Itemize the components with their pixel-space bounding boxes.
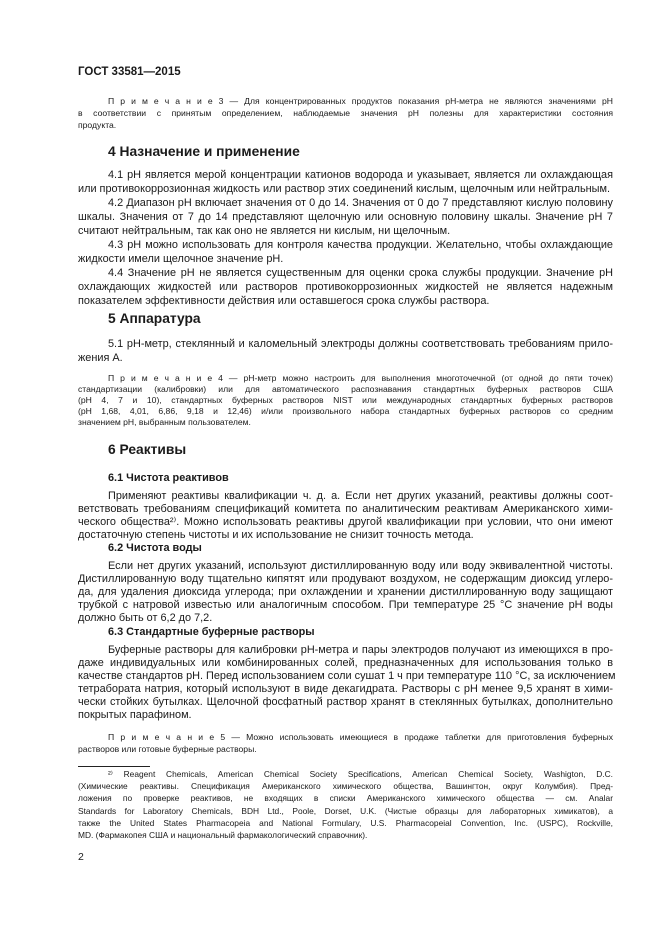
text-line: Буферные растворы для калибровки pH-метра и пары электродов получают из имеющихся в про- [108, 644, 613, 656]
text-line: качестве стандартов pH. Перед использованием соли сушат 1 ч при температуре 110 °C, за исключением [78, 670, 616, 682]
text-line: Применяют реактивы квалификации ч. д. а. Если нет других указаний, реактивы должны соот- [108, 490, 613, 502]
text-line: в соответствии с принятым определением, наблюдаемые значения pH полезны для характеристики состояния [78, 108, 613, 118]
text-line: трубкой с натровой известью или аналогичным способом. При температуре 25 °C значение pH воды [78, 599, 613, 611]
text-line: П р и м е ч а н и е 4 — pH-метр можно настроить для выполнения многоточечной (от одной до пяти точек) [108, 373, 613, 383]
text-line: MD. (Фармакопея США и национальный фармакологический справочник). [78, 830, 368, 841]
document-header: ГОСТ 33581—2015 [78, 66, 181, 78]
text-line: считают нейтральным, так как оно не является ни кислым, ни щелочным. [78, 225, 451, 237]
text-line: 5.1 pH-метр, стеклянный и каломельный электроды должны соответствовать требованиям прило- [108, 338, 613, 350]
text-line: (Химические реактивы. Спецификация Американского химического общества, Вашингтон, округ Колумбия). Пред- [78, 781, 613, 792]
text-line: (pH 1,68, 4,01, 6,86, 9,18 и 12,46) и/или произвольного набора стандартных буферных растворов со средним [78, 406, 613, 416]
text-line: охлаждающих жидкостей или растворов противокоррозионных жидкостей не является надежным [78, 281, 613, 293]
note-5 [78, 731, 613, 755]
subsection-6-2-heading: 6.2 Чистота воды [108, 542, 202, 554]
text-line: жидкости имели щелочное значение pH. [78, 253, 284, 265]
text-line: Если нет других указаний, используют дистиллированную воду или воду эквивалентной чистоты. [108, 560, 613, 572]
text-line: (pH 4, 7 и 10), стандартных буферных растворов NIST или международных стандартных буферных растворов [78, 395, 613, 405]
footnote-2 [78, 768, 613, 841]
text-line: Дистиллированную воду тщательно кипятят или продувают воздухом, не содержащим диоксид углеро- [78, 573, 613, 585]
text-line: достаточную степень чистоты и их использование не снизит точность метода. [78, 529, 474, 541]
text-line: П р и м е ч а н и е 5 — Можно использовать имеющиеся в продаже таблетки для приготовления буферных [108, 732, 613, 742]
subsection-6-3-heading: 6.3 Стандартные буферные растворы [108, 626, 315, 638]
note-4 [78, 373, 613, 428]
text-line: жения А. [78, 352, 123, 364]
text-line: тетрабората натрия, который используют в виде декагидрата. Растворы с pH менее 9,5 хранят в хими- [78, 683, 613, 695]
para-5-1 [78, 337, 613, 365]
section-5-heading: 5 Аппаратура [108, 311, 201, 326]
text-line: продукта. [78, 120, 117, 130]
para-6-3 [78, 644, 616, 722]
text-line: даже индивидуальных или комбинированных солей, предназначенных для использования только в [78, 657, 613, 669]
text-line: чески стойких бутылках. Щелочной фосфатный раствор хранят в стеклянных бутылках, дополнительно [78, 696, 613, 708]
text-line: шкалы. Значения от 7 до 14 представляют щелочную или основную половину шкалы. Значение pH 7 [78, 211, 613, 223]
text-line: ²⁾ Reagent Chemicals, American Chemical Society Specifications, American Chemical Society, Washigton, D.C. [108, 769, 613, 779]
para-4-1 [78, 168, 613, 308]
text-line: ческого общества²⁾. Можно использовать реактивы другой квалификации при условии, что они имеют [78, 516, 613, 528]
text-line: или противокоррозионная жидкость или раствор этих соединений кислым, щелочным или нейтральным. [78, 183, 611, 195]
section-6-heading: 6 Реактивы [108, 442, 187, 457]
text-line: растворов или готовые буферные растворы. [78, 744, 257, 754]
section-4-heading: 4 Назначение и применение [108, 144, 300, 159]
text-line: показателем эффективности действия или оставшегося срока службы раствора. [78, 295, 490, 307]
para-6-1 [78, 490, 613, 542]
text-line: ветствовать требованиям спецификаций комитета по аналитическим реактивам Американского хими- [78, 503, 613, 515]
text-line: стандартизации (калибровки) или для автоматического распознавания стандартных буферных растворов США [78, 384, 613, 394]
text-line: 4.4 Значение pH не является существенным для оценки срока службы продукции. Значение pH [108, 267, 613, 279]
page-number: 2 [78, 851, 84, 863]
note-3 [78, 95, 613, 131]
footnote-divider [78, 766, 150, 767]
para-6-2 [78, 560, 613, 625]
subsection-6-1-heading: 6.1 Чистота реактивов [108, 472, 229, 484]
text-line: 4.3 pH можно использовать для контроля качества продукции. Желательно, чтобы охлаждающие [108, 239, 613, 251]
text-line: ложения по проверке реактивов, не входящих в списки Американского химического общества — см. Analar [78, 793, 613, 804]
text-line: также the United States Pharmacopeia and National Formulary, U.S. Pharmacopeial Convention, Inc. (USPC), Rockville, [78, 817, 613, 828]
text-line: значением pH, выбранным пользователем. [78, 417, 251, 427]
text-line: Standards for Laboratory Chemicals, BDH Ltd., Poole, Dorset, U.K. (Чистые образцы для лабораторных химикатов), а [78, 805, 613, 816]
text-line: 4.2 Диапазон pH включает значения от 0 до 14. Значения от 0 до 7 представляют кислую половину [108, 197, 613, 209]
text-line: да, для удаления диоксида углерода; при охлаждении и хранении дистиллированную воду защищают [78, 586, 613, 598]
text-line: 4.1 pH является мерой концентрации катионов водорода и указывает, является ли охлаждающая [108, 169, 613, 181]
text-line: должно быть от 6,2 до 7,2. [78, 612, 213, 624]
text-line: покрытых парафином. [78, 709, 192, 721]
text-line: П р и м е ч а н и е 3 — Для концентрированных продуктов показания pH-метра не являются значениями pH [108, 96, 613, 106]
